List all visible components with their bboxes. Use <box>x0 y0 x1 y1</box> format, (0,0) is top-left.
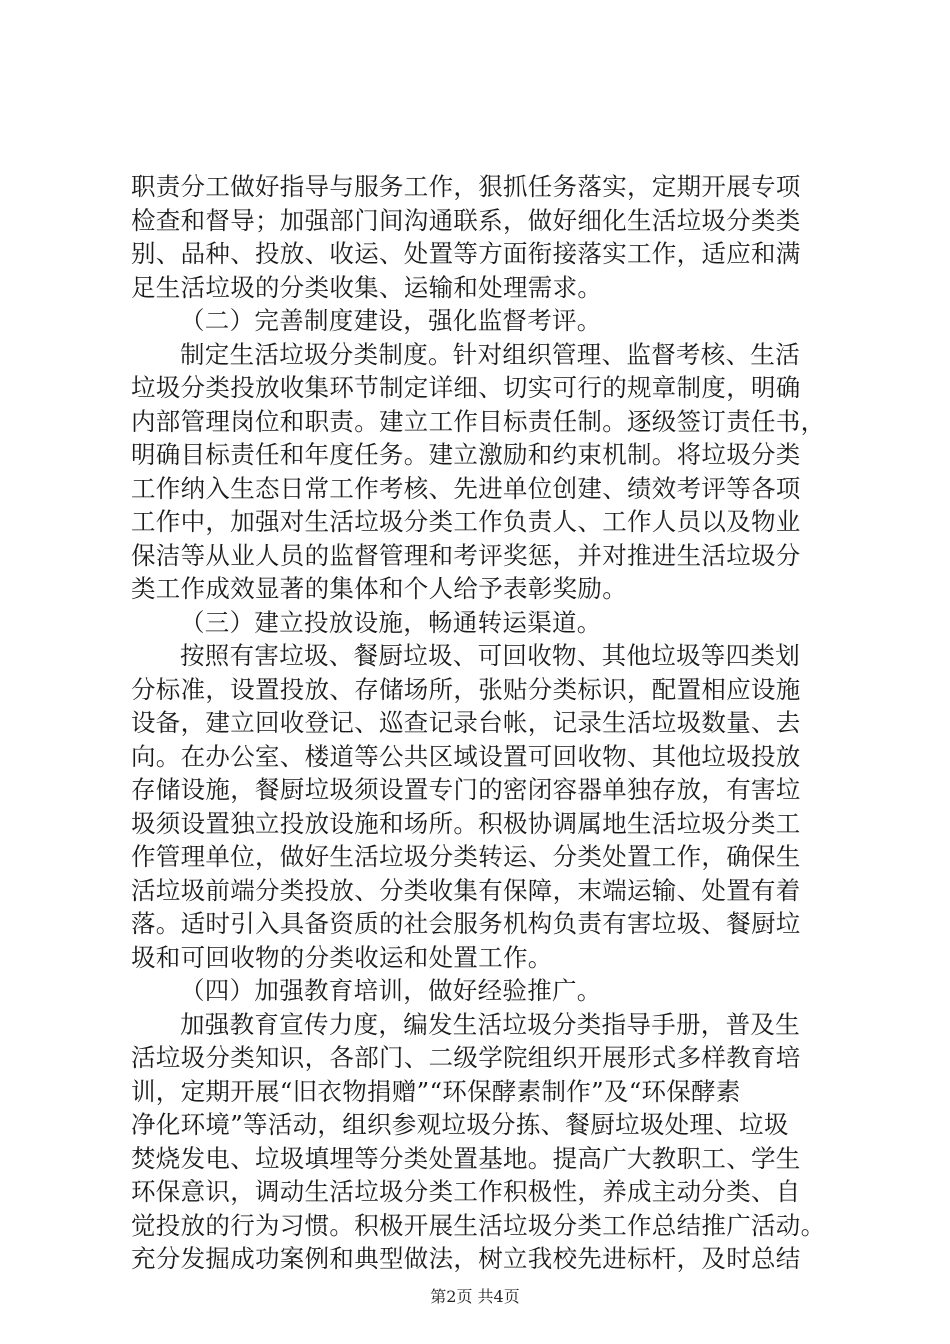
text-line: 活垃圾前端分类投放、分类收集有保障，末端运输、处置有着 <box>131 875 801 905</box>
text-line: 分标准，设置投放、存储场所，张贴分类标识，配置相应设施 <box>131 674 801 704</box>
text-line: 活垃圾分类知识，各部门、二级学院组织开展形式多样教育培 <box>131 1043 801 1072</box>
text-line: 焚烧发电、垃圾填埋等分类处置基地。提高广大教职工、学生 <box>131 1143 801 1173</box>
text-line: （二）完善制度建设，强化监督考评。 <box>180 306 602 335</box>
text-line: 向。在办公室、楼道等公共区域设置可回收物、其他垃圾投放 <box>131 741 801 771</box>
text-line: 设备，建立回收登记、巡查记录台帐，记录生活垃圾数量、去 <box>131 708 801 737</box>
page-footer: 第2页 共4页 <box>430 1287 520 1306</box>
text-line: 圾须设置独立投放设施和场所。积极协调属地生活垃圾分类工 <box>131 808 801 838</box>
text-line: 足生活垃圾的分类收集、运输和处理需求。 <box>131 272 603 302</box>
text-line: 明确目标责任和年度任务。建立激励和约束机制。将垃圾分类 <box>131 440 801 469</box>
text-line: 环保意识，调动生活垃圾分类工作积极性，养成主动分类、自 <box>131 1177 801 1206</box>
text-line: 训，定期开展“旧衣物捐赠”“环保酵素制作”及“环保酵素 <box>131 1076 741 1106</box>
text-line: 觉投放的行为习惯。积极开展生活垃圾分类工作总结推广活动。 <box>131 1210 826 1240</box>
text-line: 净化环境”等活动，组织参观垃圾分拣、餐厨垃圾处理、垃圾 <box>131 1110 789 1139</box>
text-line: 别、品种、投放、收运、处置等方面衔接落实工作，适应和满 <box>131 239 801 268</box>
text-line: 工作纳入生态日常工作考核、先进单位创建、绩效考评等各项 <box>131 473 801 503</box>
text-line: 类工作成效显著的集体和个人给予表彰奖励。 <box>131 574 627 603</box>
text-line: 按照有害垃圾、餐厨垃圾、可回收物、其他垃圾等四类划 <box>180 641 800 670</box>
text-line: 内部管理岗位和职责。建立工作目标责任制。逐级签订责任书， <box>131 406 826 436</box>
text-line: 制定生活垃圾分类制度。针对组织管理、监督考核、生活 <box>180 339 800 369</box>
text-line: 职责分工做好指导与服务工作，狠抓任务落实，定期开展专项 <box>131 172 801 201</box>
text-line: 垃圾分类投放收集环节制定详细、切实可行的规章制度，明确 <box>131 373 801 402</box>
document-body <box>131 170 831 1276</box>
text-line: 加强教育宣传力度，编发生活垃圾分类指导手册，普及生 <box>180 1009 800 1039</box>
text-line: 落。适时引入具备资质的社会服务机构负责有害垃圾、餐厨垃 <box>131 909 801 938</box>
text-line: 圾和可回收物的分类收运和处置工作。 <box>131 942 553 972</box>
text-line: 工作中，加强对生活垃圾分类工作负责人、工作人员以及物业 <box>131 507 801 536</box>
text-line: 保洁等从业人员的监督管理和考评奖惩，并对推进生活垃圾分 <box>131 540 801 570</box>
text-line: （四）加强教育培训，做好经验推广。 <box>180 976 602 1005</box>
text-line: 检查和督导；加强部门间沟通联系，做好细化生活垃圾分类类 <box>131 205 801 235</box>
text-line: 充分发掘成功案例和典型做法，树立我校先进标杆，及时总结 <box>131 1244 801 1273</box>
text-line: 作管理单位，做好生活垃圾分类转运、分类处置工作，确保生 <box>131 842 801 871</box>
text-line: 存储设施，餐厨垃圾须设置专门的密闭容器单独存放，有害垃 <box>131 775 801 804</box>
text-line: （三）建立投放设施，畅通转运渠道。 <box>180 607 602 637</box>
